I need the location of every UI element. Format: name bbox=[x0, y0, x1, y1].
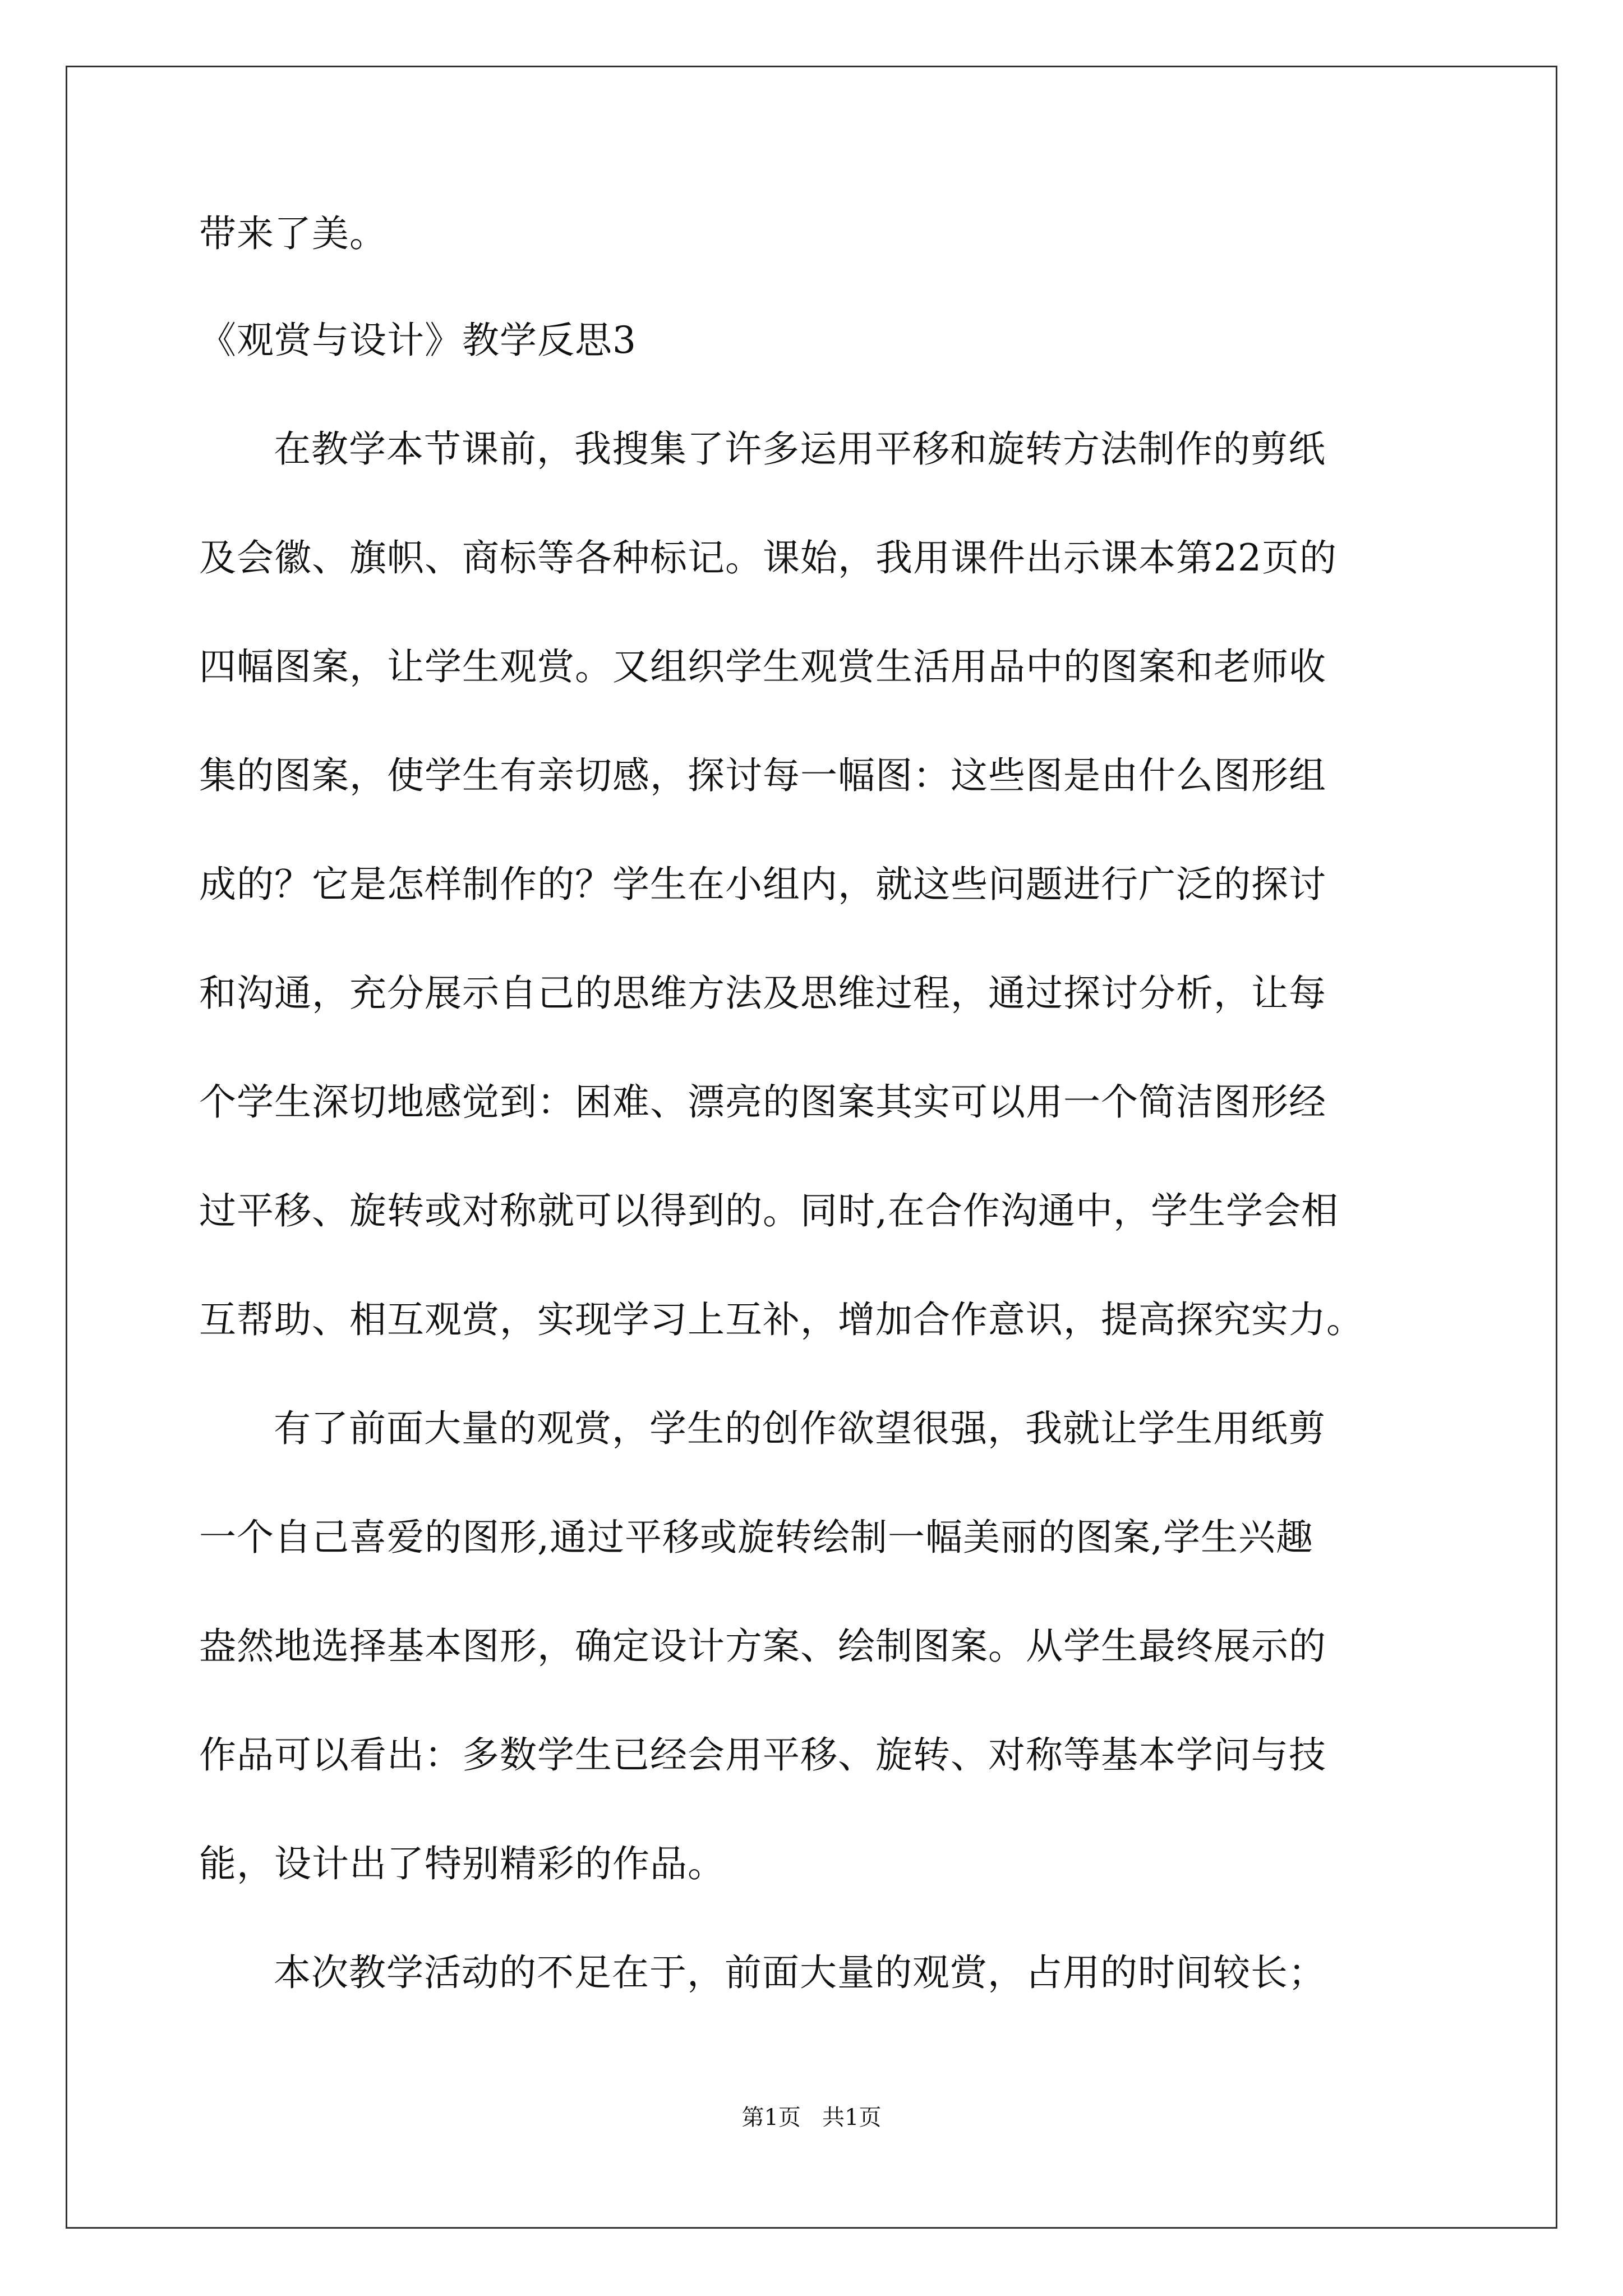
paragraph-3-line-1: 本次教学活动的不足在于，前面大量的观赏，占用的时间较长； bbox=[274, 1951, 1326, 1994]
text-line: 带来了美。 bbox=[199, 212, 387, 255]
paragraph-2-line: 作品可以看出：多数学生已经会用平移、旋转、对称等基本学问与技 bbox=[199, 1733, 1326, 1777]
paragraph-1-line: 成的？它是怎样制作的？学生在小组内，就这些问题进行广泛的探讨 bbox=[199, 863, 1326, 906]
paragraph-1-line: 和沟通，充分展示自己的思维方法及思维过程，通过探讨分析，让每 bbox=[199, 972, 1326, 1015]
paragraph-2-line-1: 有了前面大量的观赏，学生的创作欲望很强，我就让学生用纸剪 bbox=[274, 1407, 1326, 1450]
paragraph-1-line: 及会徽、旗帜、商标等各种标记。课始，我用课件出示课本第22页的 bbox=[199, 536, 1337, 579]
section-title: 《观赏与设计》教学反思3 bbox=[199, 319, 637, 362]
paragraph-1-line: 四幅图案，让学生观赏。又组织学生观赏生活用品中的图案和老师收 bbox=[199, 645, 1326, 688]
paragraph-2-line: 一个自己喜爱的图形,通过平移或旋转绘制一幅美丽的图案,学生兴趣 bbox=[199, 1516, 1313, 1559]
page-footer: 第1页 共1页 bbox=[741, 2105, 882, 2131]
document-body bbox=[199, 205, 1444, 2001]
paragraph-2-line: 能，设计出了特别精彩的作品。 bbox=[199, 1842, 725, 1885]
paragraph-1-line: 集的图案，使学生有亲切感，探讨每一幅图：这些图是由什么图形组 bbox=[199, 754, 1326, 797]
paragraph-1-line-1: 在教学本节课前，我搜集了许多运用平移和旋转方法制作的剪纸 bbox=[274, 427, 1326, 471]
paragraph-1-line: 个学生深切地感觉到：困难、漂亮的图案其实可以用一个简洁图形经 bbox=[199, 1080, 1326, 1124]
paragraph-1-line: 互帮助、相互观赏，实现学习上互补，增加合作意识，提高探究实力。 bbox=[199, 1298, 1364, 1341]
paragraph-1-line: 过平移、旋转或对称就可以得到的。同时,在合作沟通中，学生学会相 bbox=[199, 1189, 1339, 1232]
paragraph-2-line: 盎然地选择基本图形，确定设计方案、绘制图案。从学生最终展示的 bbox=[199, 1625, 1326, 1668]
